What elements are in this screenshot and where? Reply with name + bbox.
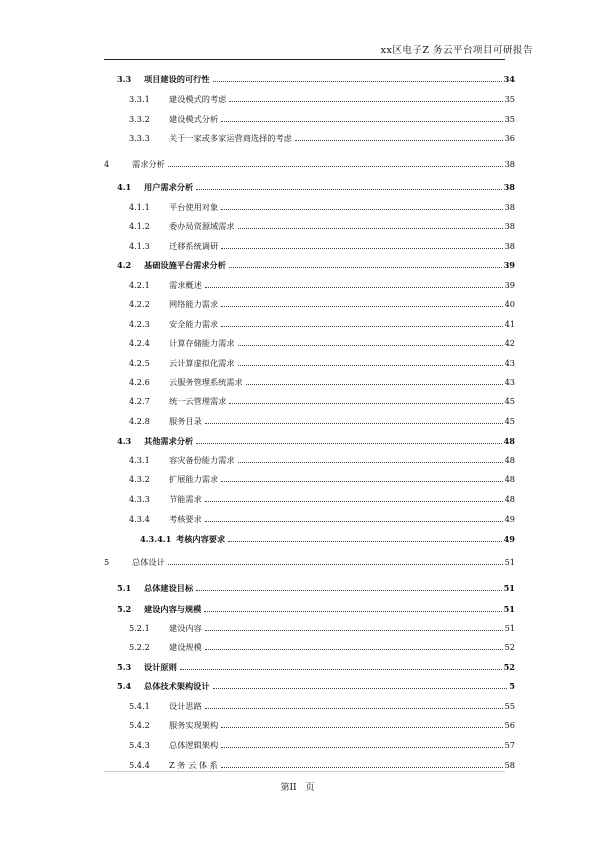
toc-entry-page: 36 — [504, 133, 515, 143]
toc-entry[interactable] — [129, 352, 515, 368]
toc-entry-title: 需求概述 — [169, 280, 202, 290]
toc-leader-dots — [205, 708, 503, 709]
toc-entry-number: 4.1.1 — [129, 202, 150, 212]
toc-entry-page: 51 — [503, 583, 515, 593]
toc-entry[interactable] — [129, 488, 515, 504]
toc-entry[interactable] — [129, 754, 515, 770]
toc-entry-number: 4.2.7 — [129, 396, 150, 406]
page-footer: 第II 页 — [280, 783, 315, 793]
toc-entry[interactable] — [129, 695, 515, 711]
toc-leader-dots — [221, 727, 502, 728]
toc-leader-dots — [246, 384, 503, 385]
toc-entry-page: 38 — [504, 202, 515, 212]
toc-entry-title: 设计思路 — [169, 701, 202, 711]
toc-entry[interactable] — [117, 577, 515, 593]
toc-entry-page: 57 — [504, 740, 515, 750]
toc-entry-number: 5.4 — [117, 681, 132, 691]
toc-leader-dots — [168, 166, 503, 167]
toc-entry-page: 48 — [504, 455, 515, 465]
toc-leader-dots — [204, 611, 501, 612]
toc-entry-page: 39 — [504, 280, 515, 290]
toc-entry[interactable] — [129, 449, 515, 465]
toc-entry-title: Z 务 云 体 系 — [169, 760, 218, 770]
toc-entry-title: 建设规模 — [169, 642, 202, 652]
toc-entry-number: 4.2.3 — [129, 319, 150, 329]
toc-entry-number: 4.3.4 — [129, 514, 150, 524]
toc-entry-number: 4.3.2 — [129, 474, 150, 484]
toc-entry[interactable] — [117, 254, 515, 270]
toc-entry-number: 4 — [104, 159, 110, 169]
toc-entry-number: 4.1.2 — [129, 221, 150, 231]
toc-entry-page: 35 — [504, 94, 515, 104]
toc-entry-title: 平台使用对象 — [169, 202, 219, 212]
toc-entry-title: 建设内容 — [169, 623, 202, 633]
toc-entry-page: 52 — [504, 642, 515, 652]
toc-leader-dots — [221, 767, 503, 768]
toc-leader-dots — [238, 228, 503, 229]
toc-entry-number: 4.1.3 — [129, 241, 150, 251]
toc-entry-page: 40 — [504, 299, 515, 309]
toc-entry-page: 56 — [504, 720, 515, 730]
toc-entry-title: 云服务管理系统需求 — [169, 377, 243, 387]
toc-entry-page: 38 — [504, 241, 515, 251]
toc-entry-page: 48 — [504, 494, 515, 504]
toc-entry-title: 建设内容与规模 — [144, 604, 202, 614]
toc-entry-page: 52 — [503, 662, 515, 672]
toc-entry[interactable] — [129, 332, 515, 348]
toc-entry-title: 其他需求分析 — [144, 436, 194, 446]
toc-entry-page: 55 — [504, 701, 515, 711]
toc-entry-number: 5.4.4 — [129, 760, 150, 770]
toc-entry-title: 设计原则 — [144, 662, 177, 672]
toc-entry[interactable] — [129, 371, 515, 387]
toc-leader-dots — [205, 649, 503, 650]
toc-entry-page: 51 — [503, 604, 515, 614]
toc-entry-page: 38 — [504, 159, 515, 169]
toc-entry-number: 3.3.3 — [129, 133, 150, 143]
toc-entry[interactable] — [129, 88, 515, 104]
toc-entry-page: 39 — [503, 260, 515, 270]
toc-entry-number: 5.1 — [117, 583, 132, 593]
toc-entry-title: 需求分析 — [132, 159, 165, 169]
toc-entry-number: 5.2.2 — [129, 642, 150, 652]
footer-rule — [104, 771, 505, 772]
toc-leader-dots — [238, 345, 503, 346]
toc-entry[interactable] — [129, 617, 515, 633]
toc-entry-title: 统一云管理需求 — [169, 396, 227, 406]
toc-entry-page: 51 — [504, 623, 515, 633]
toc-entry-title: 总体逻辑架构 — [169, 740, 219, 750]
toc-entry[interactable] — [104, 153, 515, 169]
toc-entry-number: 5.4.3 — [129, 740, 150, 750]
toc-entry-number: 3.3.1 — [129, 94, 150, 104]
toc-entry[interactable] — [129, 734, 515, 750]
toc-entry-title: 建设模式分析 — [169, 114, 219, 124]
toc-entry-number: 4.3 — [117, 436, 132, 446]
toc-leader-dots — [168, 564, 503, 565]
toc-entry[interactable] — [129, 410, 515, 426]
toc-entry[interactable] — [117, 176, 515, 192]
toc-entry-page: 43 — [504, 377, 515, 387]
toc-entry[interactable] — [129, 235, 515, 251]
toc-entry[interactable] — [140, 528, 515, 544]
toc-entry-number: 5.3 — [117, 662, 132, 672]
toc-leader-dots — [180, 669, 502, 670]
toc-entry[interactable] — [129, 508, 515, 524]
toc-entry[interactable] — [117, 68, 515, 84]
toc-leader-dots — [221, 121, 502, 122]
toc-entry-page: 58 — [504, 760, 515, 770]
toc-entry-title: 服务目录 — [169, 416, 202, 426]
toc-entry[interactable] — [117, 430, 515, 446]
toc-entry-number: 5.4.1 — [129, 701, 150, 711]
toc-entry-title: 服务实现架构 — [169, 720, 219, 730]
toc-entry-title: 考核要求 — [169, 514, 202, 524]
header-rule — [104, 59, 505, 60]
toc-entry[interactable] — [129, 274, 515, 290]
toc-entry-title: 用户需求分析 — [144, 182, 194, 192]
toc-entry-number: 4.2.8 — [129, 416, 150, 426]
toc-leader-dots — [221, 209, 502, 210]
toc-entry-page: 42 — [504, 338, 515, 348]
toc-entry-title: 网络能力需求 — [169, 299, 219, 309]
toc-entry-page: 34 — [503, 74, 515, 84]
toc-leader-dots — [238, 365, 503, 366]
toc-entry[interactable] — [129, 468, 515, 484]
toc-entry-number: 4.2.5 — [129, 358, 150, 368]
toc-leader-dots — [221, 481, 502, 482]
toc-entry-page: 49 — [503, 534, 515, 544]
toc-entry-page: 48 — [504, 474, 515, 484]
toc-entry-number: 4.2.6 — [129, 377, 150, 387]
toc-entry-number: 4.1 — [117, 182, 132, 192]
toc-entry-page: 38 — [504, 221, 515, 231]
toc-entry-title: 云计算虚拟化需求 — [169, 358, 235, 368]
toc-leader-dots — [196, 443, 501, 444]
toc-entry-number: 4.3.3 — [129, 494, 150, 504]
toc-entry[interactable] — [129, 636, 515, 652]
toc-entry-number: 4.2.1 — [129, 280, 150, 290]
toc-entry[interactable] — [104, 551, 515, 567]
toc-entry-page: 5 — [509, 681, 515, 691]
toc-leader-dots — [205, 287, 503, 288]
toc-leader-dots — [221, 306, 502, 307]
toc-entry-title: 迁移系统调研 — [169, 241, 219, 251]
toc-entry-number: 5.2 — [117, 604, 132, 614]
toc-entry-number: 4.3.1 — [129, 455, 150, 465]
toc-entry[interactable] — [117, 675, 515, 691]
toc-entry-title: 容灾备份能力需求 — [169, 455, 235, 465]
toc-entry-number: 4.2 — [117, 260, 132, 270]
toc-entry-page: 48 — [503, 436, 515, 446]
toc-entry-title: 考核内容要求 — [176, 534, 226, 544]
toc-leader-dots — [205, 521, 503, 522]
toc-entry-title: 总体设计 — [132, 557, 165, 567]
toc-entry[interactable] — [129, 714, 515, 730]
toc-entry-page: 38 — [503, 182, 515, 192]
toc-entry-number: 3.3 — [117, 74, 132, 84]
toc-entry-page: 45 — [504, 396, 515, 406]
toc-leader-dots — [213, 688, 508, 689]
toc-entry[interactable] — [129, 108, 515, 124]
toc-entry-title: 总体建设目标 — [144, 583, 194, 593]
toc-leader-dots — [196, 590, 501, 591]
toc-entry-number: 5.2.1 — [129, 623, 150, 633]
toc-entry-title: 委办局资源域需求 — [169, 221, 235, 231]
toc-entry[interactable] — [117, 598, 515, 614]
toc-entry[interactable] — [129, 390, 515, 406]
toc-entry-number: 5 — [104, 557, 110, 567]
toc-leader-dots — [229, 267, 502, 268]
toc-entry-number: 4.2.4 — [129, 338, 150, 348]
toc-leader-dots — [205, 423, 503, 424]
toc-leader-dots — [238, 462, 503, 463]
toc-entry-title: 基础设施平台需求分析 — [144, 260, 226, 270]
toc-entry-title: 总体技术架构设计 — [144, 681, 210, 691]
toc-leader-dots — [221, 326, 502, 327]
toc-leader-dots — [205, 501, 503, 502]
toc-entry-number: 3.3.2 — [129, 114, 150, 124]
toc-entry[interactable] — [129, 293, 515, 309]
toc-entry-number: 5.4.2 — [129, 720, 150, 730]
toc-leader-dots — [196, 189, 501, 190]
toc-leader-dots — [213, 81, 502, 82]
toc-entry[interactable] — [129, 215, 515, 231]
toc-leader-dots — [205, 630, 503, 631]
toc-entry-page: 45 — [504, 416, 515, 426]
toc-entry-number: 4.3.4.1 — [140, 534, 172, 544]
toc-entry[interactable] — [129, 313, 515, 329]
toc-entry-title: 扩展能力需求 — [169, 474, 219, 484]
toc-entry-title: 建设模式的考虑 — [169, 94, 227, 104]
toc-entry-page: 35 — [504, 114, 515, 124]
toc-entry[interactable] — [129, 127, 515, 143]
toc-entry-title: 关于一家或多家运营商选择的考虑 — [169, 133, 292, 143]
toc-entry-title: 安全能力需求 — [169, 319, 219, 329]
toc-leader-dots — [295, 140, 503, 141]
toc-leader-dots — [228, 541, 501, 542]
toc-entry-page: 43 — [504, 358, 515, 368]
toc-entry-title: 项目建设的可行性 — [144, 74, 210, 84]
toc-leader-dots — [229, 101, 502, 102]
toc-entry-page: 49 — [504, 514, 515, 524]
toc-entry-title: 计算存储能力需求 — [169, 338, 235, 348]
toc-leader-dots — [221, 747, 502, 748]
toc-entry[interactable] — [129, 196, 515, 212]
toc-leader-dots — [221, 248, 502, 249]
toc-leader-dots — [229, 403, 502, 404]
toc-entry-page: 41 — [504, 319, 515, 329]
page-header: xx区电子Z 务云平台项目可研报告 — [380, 45, 533, 56]
toc-entry[interactable] — [117, 656, 515, 672]
toc-entry-title: 节能需求 — [169, 494, 202, 504]
toc-entry-page: 51 — [504, 557, 515, 567]
toc-entry-number: 4.2.2 — [129, 299, 150, 309]
